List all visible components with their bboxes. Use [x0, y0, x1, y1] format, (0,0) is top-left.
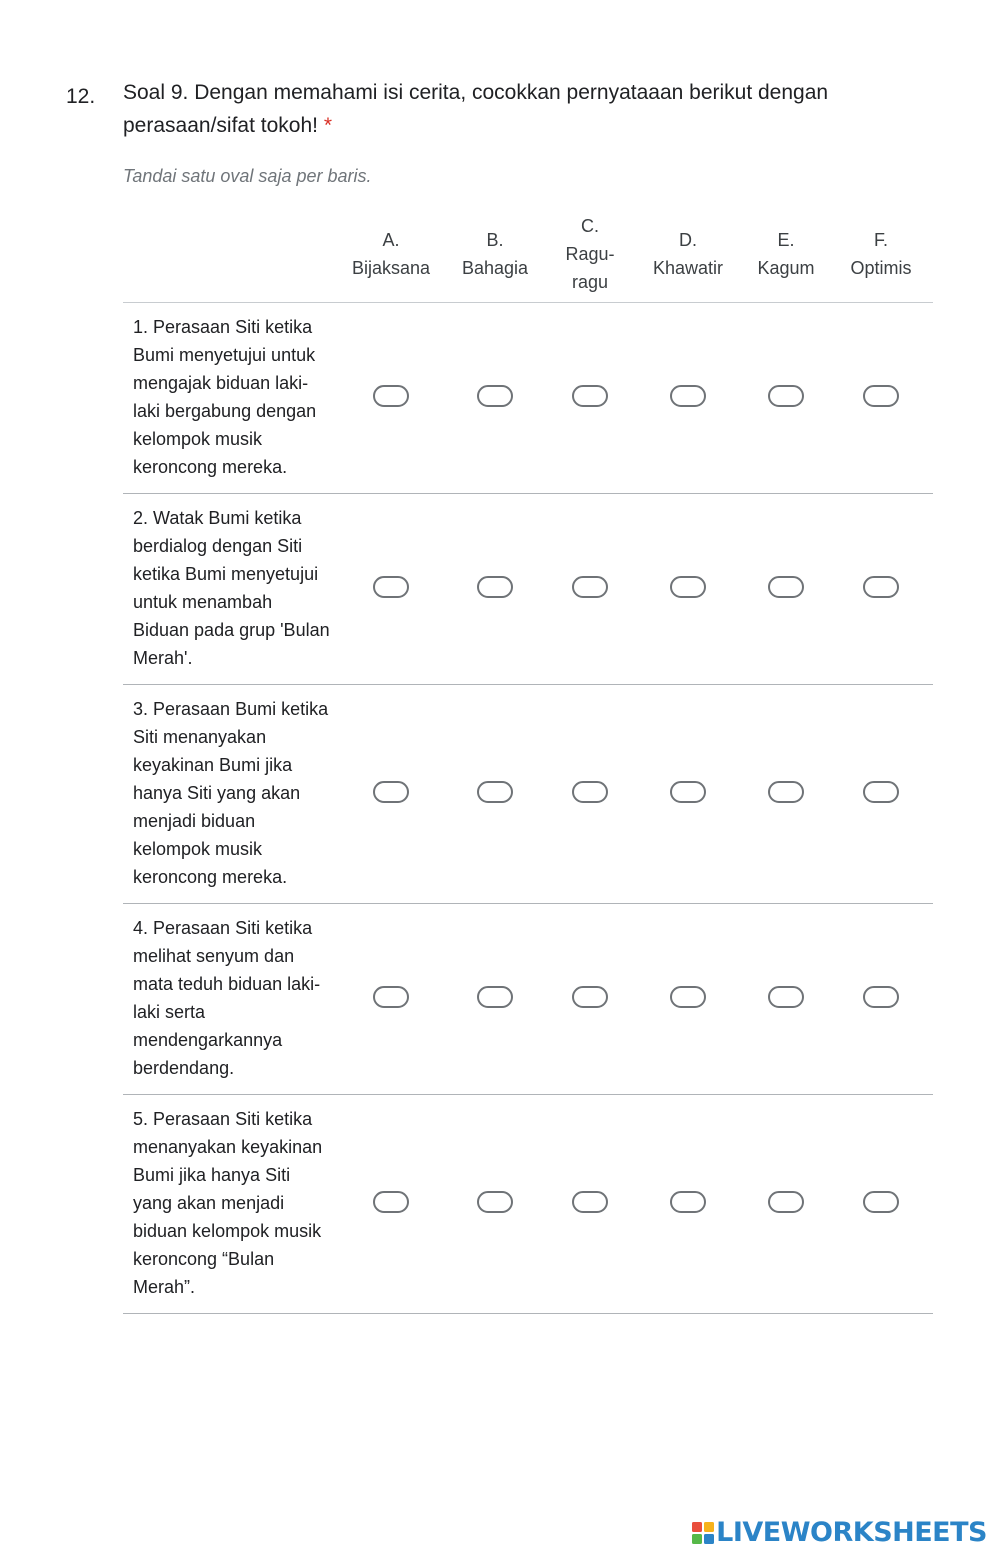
radio-oval-1d[interactable]: [670, 385, 706, 407]
radio-oval-5c[interactable]: [572, 1191, 608, 1213]
radio-oval-3e[interactable]: [768, 781, 804, 803]
column-header-label: Bijaksana: [351, 258, 431, 278]
radio-oval-4d[interactable]: [670, 986, 706, 1008]
column-header-b: [443, 206, 547, 303]
column-header-label: Kagum: [757, 258, 815, 278]
radio-oval-5a[interactable]: [373, 1191, 409, 1213]
required-asterisk: *: [323, 114, 332, 137]
radio-oval-4e[interactable]: [768, 986, 804, 1008]
grid-row-2: [123, 494, 933, 685]
column-header-e: [743, 206, 829, 303]
grid-row-4: [123, 904, 933, 1095]
radio-oval-1f[interactable]: [863, 385, 899, 407]
radio-oval-4f[interactable]: [863, 986, 899, 1008]
row-label: 3. Perasaan Bumi ketika Siti menanyakan keyakinan Bumi jika hanya Siti yang akan menjadi biduan kelompok musik keroncong mereka.: [123, 685, 339, 904]
radio-oval-2e[interactable]: [768, 576, 804, 598]
column-header-label: Bahagia: [461, 258, 529, 278]
radio-oval-1a[interactable]: [373, 385, 409, 407]
radio-oval-5d[interactable]: [670, 1191, 706, 1213]
radio-oval-5b[interactable]: [477, 1191, 513, 1213]
column-header-letter: F.: [873, 230, 888, 250]
liveworksheets-logo-icon: [692, 1522, 714, 1544]
radio-oval-3c[interactable]: [572, 781, 608, 803]
column-header-label: Khawatir: [652, 258, 724, 278]
column-header-f: [829, 206, 933, 303]
question-title: [123, 76, 923, 142]
radio-oval-2b[interactable]: [477, 576, 513, 598]
grid-row-3: [123, 685, 933, 904]
column-header-letter: A.: [382, 230, 400, 250]
column-header-a: [339, 206, 443, 303]
column-header-letter: B.: [486, 230, 504, 250]
brand-name: LIVEWORKSHEETS: [716, 1517, 987, 1548]
grid-row-5: [123, 1095, 933, 1314]
grid-header-row: [123, 206, 933, 303]
radio-oval-4b[interactable]: [477, 986, 513, 1008]
column-header-c: [547, 206, 633, 303]
radio-oval-5f[interactable]: [863, 1191, 899, 1213]
column-header-label: Optimis: [850, 258, 912, 278]
row-label: 1. Perasaan Siti ketika Bumi menyetujui untuk mengajak biduan laki-laki bergabung dengan kelompok musik keroncong mereka.: [123, 303, 339, 494]
radio-oval-3d[interactable]: [670, 781, 706, 803]
radio-oval-2a[interactable]: [373, 576, 409, 598]
row-label: 2. Watak Bumi ketika berdialog dengan Siti ketika Bumi menyetujui untuk menambah Biduan pada grup 'Bulan Merah'.: [123, 494, 339, 685]
radio-oval-3b[interactable]: [477, 781, 513, 803]
column-header-letter: C.: [581, 216, 599, 236]
radio-oval-2f[interactable]: [863, 576, 899, 598]
question-number: 12.: [66, 85, 96, 108]
radio-oval-5e[interactable]: [768, 1191, 804, 1213]
question-hint: Tandai satu oval saja per baris.: [123, 166, 372, 186]
radio-oval-4a[interactable]: [373, 986, 409, 1008]
column-header-d: [633, 206, 743, 303]
column-header-label: Ragu-ragu: [565, 244, 615, 292]
grid-header-empty: [123, 206, 339, 303]
radio-oval-2c[interactable]: [572, 576, 608, 598]
choice-grid: [123, 206, 933, 1314]
radio-oval-4c[interactable]: [572, 986, 608, 1008]
radio-oval-1e[interactable]: [768, 385, 804, 407]
row-label: 5. Perasaan Siti ketika menanyakan keyakinan Bumi jika hanya Siti yang akan menjadi biduan kelompok musik keroncong “Bulan Merah”.: [123, 1095, 339, 1314]
radio-oval-3a[interactable]: [373, 781, 409, 803]
radio-oval-1b[interactable]: [477, 385, 513, 407]
brand-watermark: [692, 1517, 987, 1548]
column-header-letter: E.: [777, 230, 795, 250]
grid-row-1: [123, 303, 933, 494]
radio-oval-1c[interactable]: [572, 385, 608, 407]
radio-oval-2d[interactable]: [670, 576, 706, 598]
question-title-text: Soal 9. Dengan memahami isi cerita, cocokkan pernyataaan berikut dengan perasaan/sifat tokoh!: [123, 81, 829, 137]
row-label: 4. Perasaan Siti ketika melihat senyum dan mata teduh biduan laki-laki serta mendengarkannya berdendang.: [123, 904, 339, 1095]
column-header-letter: D.: [679, 230, 697, 250]
radio-oval-3f[interactable]: [863, 781, 899, 803]
